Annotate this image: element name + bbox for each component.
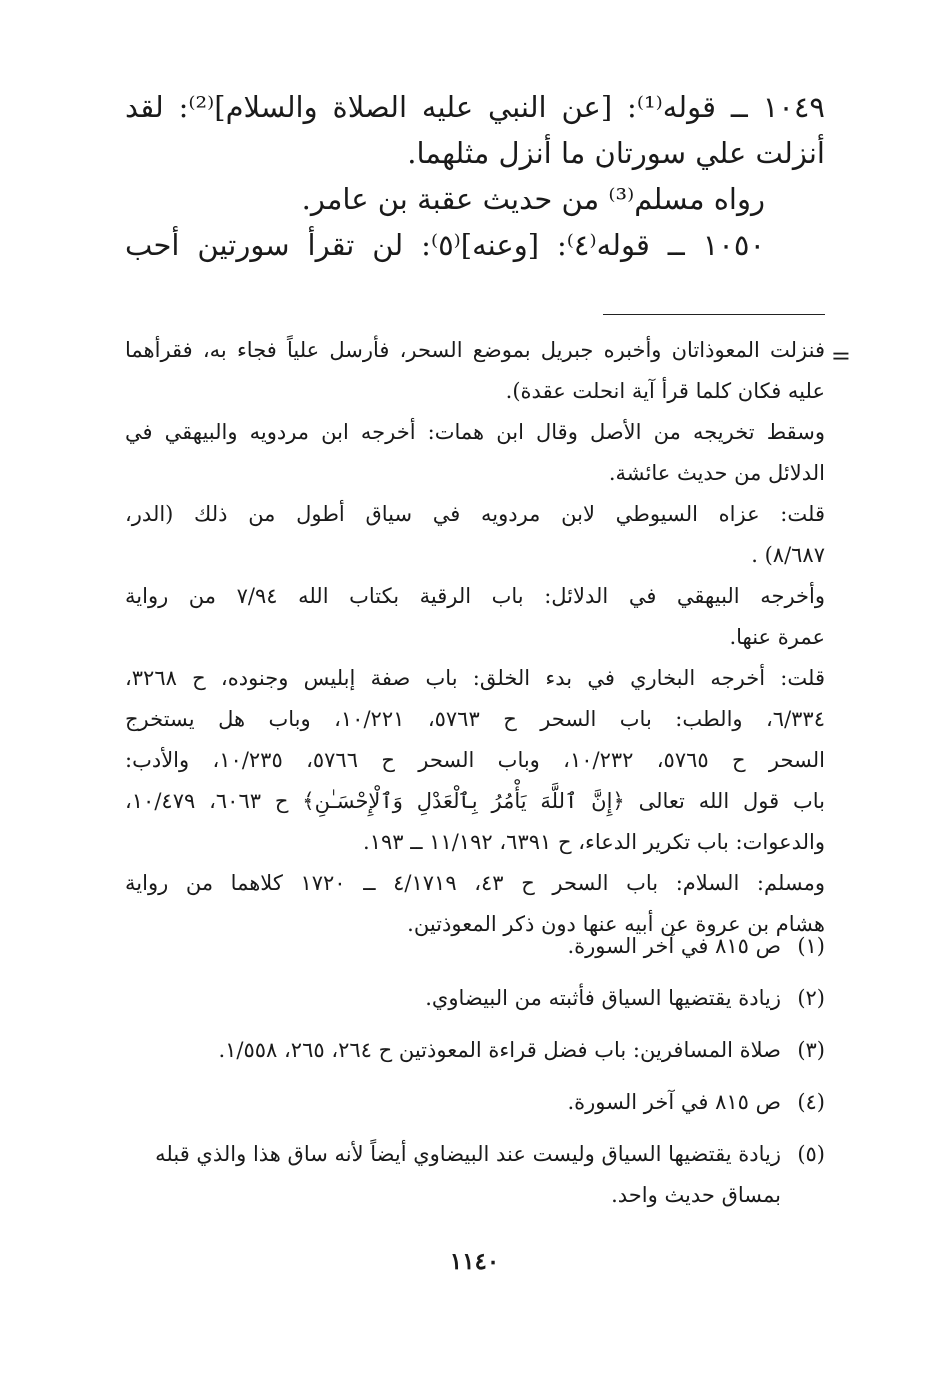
footnote-text: ص ٨١٥ في آخر السورة. xyxy=(567,934,781,958)
note-line: عليه فكان كلما قرأ آية انحلت عقدة). xyxy=(505,379,825,403)
hadith-1049-line-2: أنزلت علي سورتان ما أنزل مثلهما. xyxy=(407,136,825,170)
footnote-number: (١) xyxy=(797,934,825,958)
note-line: قلت: أخرجه البخاري في بدء الخلق: باب صفة إبليس وجنوده، ح ٣٢٦٨، xyxy=(125,666,825,690)
note-line: والدعوات: باب تكرير الدعاء، ح ٦٣٩١، ١١/١٩٢ ــ ١٩٣. xyxy=(363,830,825,854)
note-line: عمرة عنها. xyxy=(729,625,825,649)
note-line: هشام بن عروة عن أبيه عنها دون ذكر المعوذتين. xyxy=(407,912,825,936)
continued-note xyxy=(125,330,825,945)
note-line: وأخرجه البيهقي في الدلائل: باب الرقية بكتاب الله ٧/٩٤ من رواية xyxy=(125,584,825,608)
footnote-3 xyxy=(125,1030,825,1071)
note-line: ومسلم: السلام: باب السحر ح ٤٣، ٤/١٧١٩ ــ ١٧٢٠ كلاهما من رواية xyxy=(125,871,826,895)
note-line: السحر ح ٥٧٦٥، ١٠/٢٣٢، وباب السحر ح ٥٧٦٦، ١٠/٢٣٥، والأدب: xyxy=(125,748,826,772)
note-line: الدلائل من حديث عائشة. xyxy=(608,461,825,485)
footnote-text: بمساق حديث واحد. xyxy=(611,1183,781,1207)
hadith-1050-line-1: ١٠٥٠ ــ قوله⁽٤⁾: [وعنه]⁽٥⁾: لن تقرأ سورتين أحب xyxy=(125,228,766,262)
note-line: فنزلت المعوذاتان وأخبره جبريل بموضع السحر، فأرسل علياً فجاء به، فقرأهما xyxy=(125,338,825,362)
note-line: ٦/٣٣٤، والطب: باب السحر ح ٥٧٦٣، ١٠/٢٢١، وباب هل يستخرج xyxy=(125,707,825,731)
footnote-text-block xyxy=(125,1134,781,1216)
footnote-number: (٢) xyxy=(797,986,825,1010)
footnote-number: (٥) xyxy=(797,1142,825,1166)
footnote-text: زيادة يقتضيها السياق فأثبته من البيضاوي. xyxy=(425,986,781,1010)
continuation-marker: = xyxy=(830,342,851,370)
page-number: ١١٤٠ xyxy=(449,1248,500,1275)
footnote-text: ص ٨١٥ في آخر السورة. xyxy=(567,1090,781,1114)
footnote-4 xyxy=(125,1082,825,1123)
footnotes xyxy=(125,926,825,1216)
footnote-separator xyxy=(603,314,825,315)
hadith-1049-source: رواه مسلم⁽³⁾ من حديث عقبة بن عامر. xyxy=(301,182,765,216)
footnote-number: (٣) xyxy=(797,1038,825,1062)
note-line: قلت: عزاه السيوطي لابن مردويه في سياق أطول من ذلك (الدر، xyxy=(125,502,825,526)
footnote-5 xyxy=(125,1134,825,1216)
footnote-text: صلاة المسافرين: باب فضل قراءة المعوذتين ح ٢٦٤، ٢٦٥، ١/٥٥٨. xyxy=(218,1038,781,1062)
main-text xyxy=(125,84,825,268)
footnote-text: زيادة يقتضيها السياق وليست عند البيضاوي أيضاً لأنه ساق هذا والذي قبله xyxy=(155,1142,781,1166)
hadith-1049-line-1: ١٠٤٩ ــ قوله⁽¹⁾: [عن النبي عليه الصلاة والسلام]⁽²⁾: لقد xyxy=(125,90,826,124)
footnote-2 xyxy=(125,978,825,1019)
footnote-1 xyxy=(125,926,825,967)
footnote-number: (٤) xyxy=(797,1090,825,1114)
note-line: ٨/٦٨٧) . xyxy=(751,543,825,567)
note-line: باب قول الله تعالى ﴿إِنَّ ٱللَّهَ يَأْمُرُ بِٱلْعَدْلِ وَٱلْإِحْسَـٰنِ﴾ ح ٦٠٦٣، ١٠/٤٧٩، xyxy=(125,789,825,813)
note-line: وسقط تخريجه من الأصل وقال ابن همات: أخرجه ابن مردويه والبيهقي في xyxy=(125,420,825,444)
